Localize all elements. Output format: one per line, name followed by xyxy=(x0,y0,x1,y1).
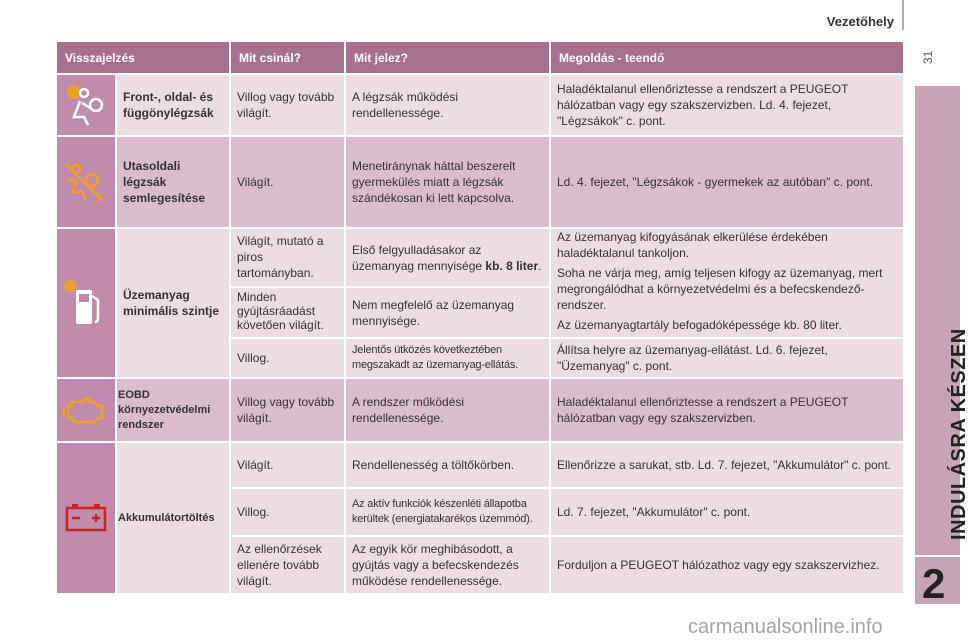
page-header-title: Vezetőhely xyxy=(826,14,894,29)
row-does: Villog vagy tovább világít. xyxy=(237,395,335,425)
column-divider xyxy=(549,42,551,593)
row-means: A légzsák működési rendellenessége. xyxy=(352,90,459,120)
row-solution: Állítsa helyre az üzemanyag-ellátást. Ld. 6. fejezet, "Üzemanyag" c. pont. xyxy=(557,343,828,373)
chapter-number: 2 xyxy=(922,560,946,607)
means-text: Első felgyulladásakor az üzemanyag mennyisége xyxy=(352,242,486,273)
row-does: Villog vagy tovább világít. xyxy=(237,90,335,120)
fuel-pump-icon xyxy=(62,278,108,333)
row-means: Menetiránynak háttal beszerelt gyermekülés miatt a légzsák szándékosan ki lett kapcsolva. xyxy=(352,159,516,205)
row-name: EOBD környezetvédelmi rendszer xyxy=(118,388,211,431)
row-does: Villog. xyxy=(237,505,270,519)
header-divider xyxy=(902,0,904,30)
header-visszajelzes: Visszajelzés xyxy=(57,42,229,73)
row-solution: Ld. 7. fejezet, "Akkumulátor" c. pont. xyxy=(557,505,751,519)
row-name: Utasoldali légzsák semlegesítése xyxy=(123,159,206,205)
row-name: Akkumulátortöltés xyxy=(118,512,215,524)
row-does: Villog. xyxy=(237,351,270,365)
solution-paragraph: Az üzemanyagtartály befogadóképessége kb. 80 liter. xyxy=(557,318,842,332)
row-solution: Forduljon a PEUGEOT hálózathoz vagy egy szakszervizhez. xyxy=(557,558,880,572)
battery-icon xyxy=(64,502,108,537)
means-bold: kb. 8 liter xyxy=(485,258,539,273)
solution-paragraph: Soha ne várja meg, amíg teljesen kifogy az üzemanyag, mert megrongálódhat a környezetvédelmi és a befecskendező-rendszer. xyxy=(557,266,883,312)
watermark: carmanualsonline.info xyxy=(688,616,883,638)
column-divider xyxy=(115,75,117,593)
row-solution: Ld. 4. fejezet, "Légzsákok - gyermekek az autóban" c. pont. xyxy=(557,175,874,189)
row-name: Üzemanyag minimális szintje xyxy=(123,288,220,318)
row-does: Világít. xyxy=(237,458,274,472)
row-name: Front-, oldal- és függönylégzsák xyxy=(123,90,214,120)
row-solution xyxy=(551,229,903,337)
header-megoldas: Megoldás - teendő xyxy=(551,42,903,73)
svg-text:2: 2 xyxy=(95,191,103,205)
row-means: Az egyik kör meghibásodott, a gyújtás vagy a befecskendezés működése rendellenessége. xyxy=(352,542,519,588)
engine-icon xyxy=(62,394,108,433)
row-does: Minden gyújtásráadást követően világít. xyxy=(237,289,324,332)
row-does: Világít. xyxy=(237,175,274,189)
airbag-icon xyxy=(62,83,108,134)
row-means: Nem megfelelő az üzemanyag mennyisége. xyxy=(352,297,515,328)
header-mit-csinal: Mit csinál? xyxy=(231,42,344,73)
row-solution: Haladéktalanul ellenőriztesse a rendszert a PEUGEOT hálózatban vagy egy szakszervizben. xyxy=(557,395,849,425)
means-text-end: . xyxy=(538,258,542,273)
row-means xyxy=(346,229,549,286)
row-does: Világít, mutató a piros tartományban. xyxy=(237,233,324,280)
header-mit-jelez: Mit jelez? xyxy=(346,42,549,73)
row-means: Az aktív funkciók készenléti állapotba kerültek (energiatakarékos üzemmód). xyxy=(352,498,533,525)
row-means: A rendszer működési rendellenessége. xyxy=(352,395,465,425)
column-divider xyxy=(229,42,231,593)
row-does: Az ellenőrzések ellenére tovább világít. xyxy=(237,542,322,588)
row-solution: Ellenőrizze a sarukat, stb. Ld. 7. fejezet, "Akkumulátor" c. pont. xyxy=(557,458,892,472)
column-divider xyxy=(344,42,346,593)
solution-paragraph: Az üzemanyag kifogyásának elkerülése érdekében haladéktalanul tankoljon. xyxy=(557,230,828,260)
row-means: Rendellenesség a töltőkörben. xyxy=(352,458,515,472)
side-tab-divider xyxy=(915,555,960,557)
page-number: 31 xyxy=(921,50,935,64)
passenger-airbag-off-icon xyxy=(62,160,108,211)
chapter-label: INDULÁSRA KÉSZEN xyxy=(948,328,970,540)
row-solution: Haladéktalanul ellenőriztesse a rendszert a PEUGEOT hálózatban vagy egy szakszervizben. Ld. 4. fejezet, "Légzsákok" c. pont. xyxy=(557,82,849,128)
row-means: Jelentős ütközés következtében megszakadt az üzemanyag-ellátás. xyxy=(352,344,519,371)
